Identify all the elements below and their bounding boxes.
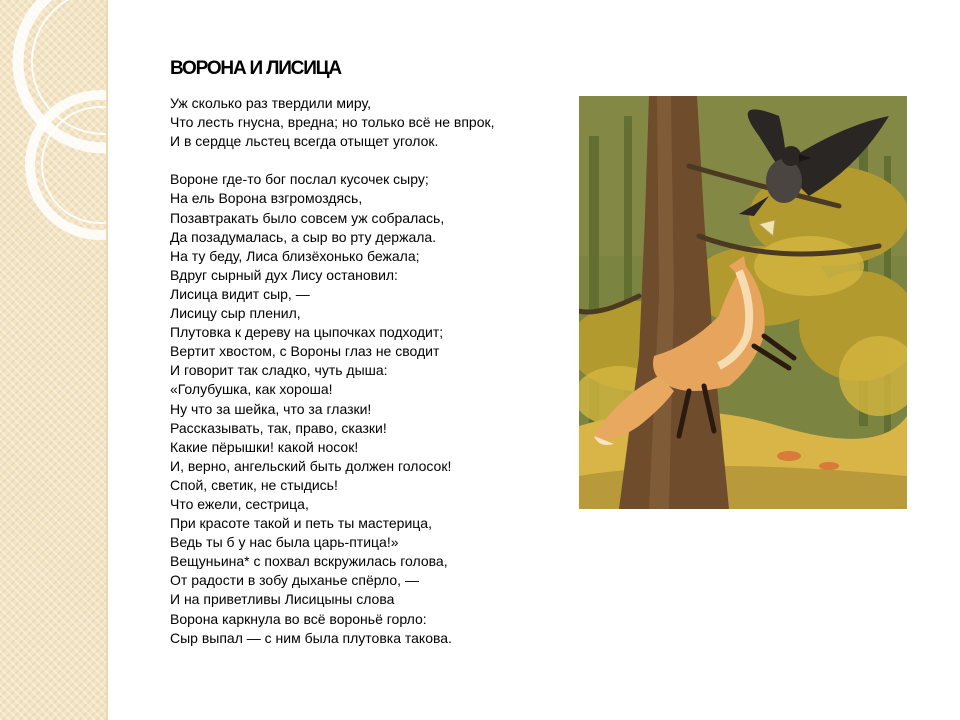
poem-line: Рассказывать, так, право, сказки!: [170, 419, 387, 436]
decorative-side-strip: [0, 0, 108, 720]
poem-line: Лисица видит сыр, —: [170, 285, 310, 302]
poem-line: Ну что за шейка, что за глазки!: [170, 400, 372, 417]
poem-line: Да позадумалась, а сыр во рту держала.: [170, 228, 437, 245]
poem-line: Вертит хвостом, с Вороны глаз не сводит: [170, 343, 440, 360]
poem-line: Уж сколько раз твердили миру,: [170, 95, 371, 111]
poem-line: На ель Ворона взгромоздясь,: [170, 190, 363, 207]
poem-line: Плутовка к дереву на цыпочках подходит;: [170, 324, 444, 341]
poem-line: При красоте такой и петь ты мастерица,: [170, 515, 432, 532]
poem-line: И, верно, ангельский быть должен голосок!: [170, 457, 452, 474]
poem-line: И на приветливы Лисицыны слова: [170, 591, 395, 608]
poem-line: И в сердце льстец всегда отыщет уголок.: [170, 133, 439, 150]
poem-line: Сыр выпал — с ним была плутовка такова.: [170, 629, 452, 646]
poem-line: Вороне где-то бог послал кусочек сыру;: [170, 171, 429, 188]
stanza-break: [170, 151, 495, 170]
decorative-circles: [0, 0, 106, 720]
poem-line: Какие пёрышки! какой носок!: [170, 438, 359, 455]
poem-line: «Голубушка, как хороша!: [170, 381, 333, 398]
poem-line: Вещуньина* с похвал вскружилась голова,: [170, 553, 448, 570]
poem-title: ВОРОНА И ЛИСИЦА: [170, 58, 341, 79]
poem-line: На ту беду, Лиса близёхонько бежала;: [170, 247, 420, 264]
poem-line: Что лесть гнусна, вредна; но только всё не впрок,: [170, 114, 495, 131]
poem-line: Ведь ты б у нас была царь-птица!»: [170, 534, 399, 551]
poem-line: От радости в зобу дыханье спёрло, —: [170, 572, 419, 589]
crow-and-fox-illustration: [579, 96, 907, 509]
poem-line: Что ежели, сестрица,: [170, 495, 309, 512]
poem-text: [170, 94, 495, 648]
poem-line: Спой, светик, не стыдись!: [170, 476, 338, 493]
poem-line: Позавтракать было совсем уж собралась,: [170, 209, 445, 226]
poem-line: И говорит так сладко, чуть дыша:: [170, 362, 388, 379]
poem-line: Ворона каркнула во всё вороньё горло:: [170, 610, 427, 627]
poem-line: Лисицу сыр пленил,: [170, 305, 301, 322]
poem-line: Вдруг сырный дух Лису остановил:: [170, 266, 398, 283]
